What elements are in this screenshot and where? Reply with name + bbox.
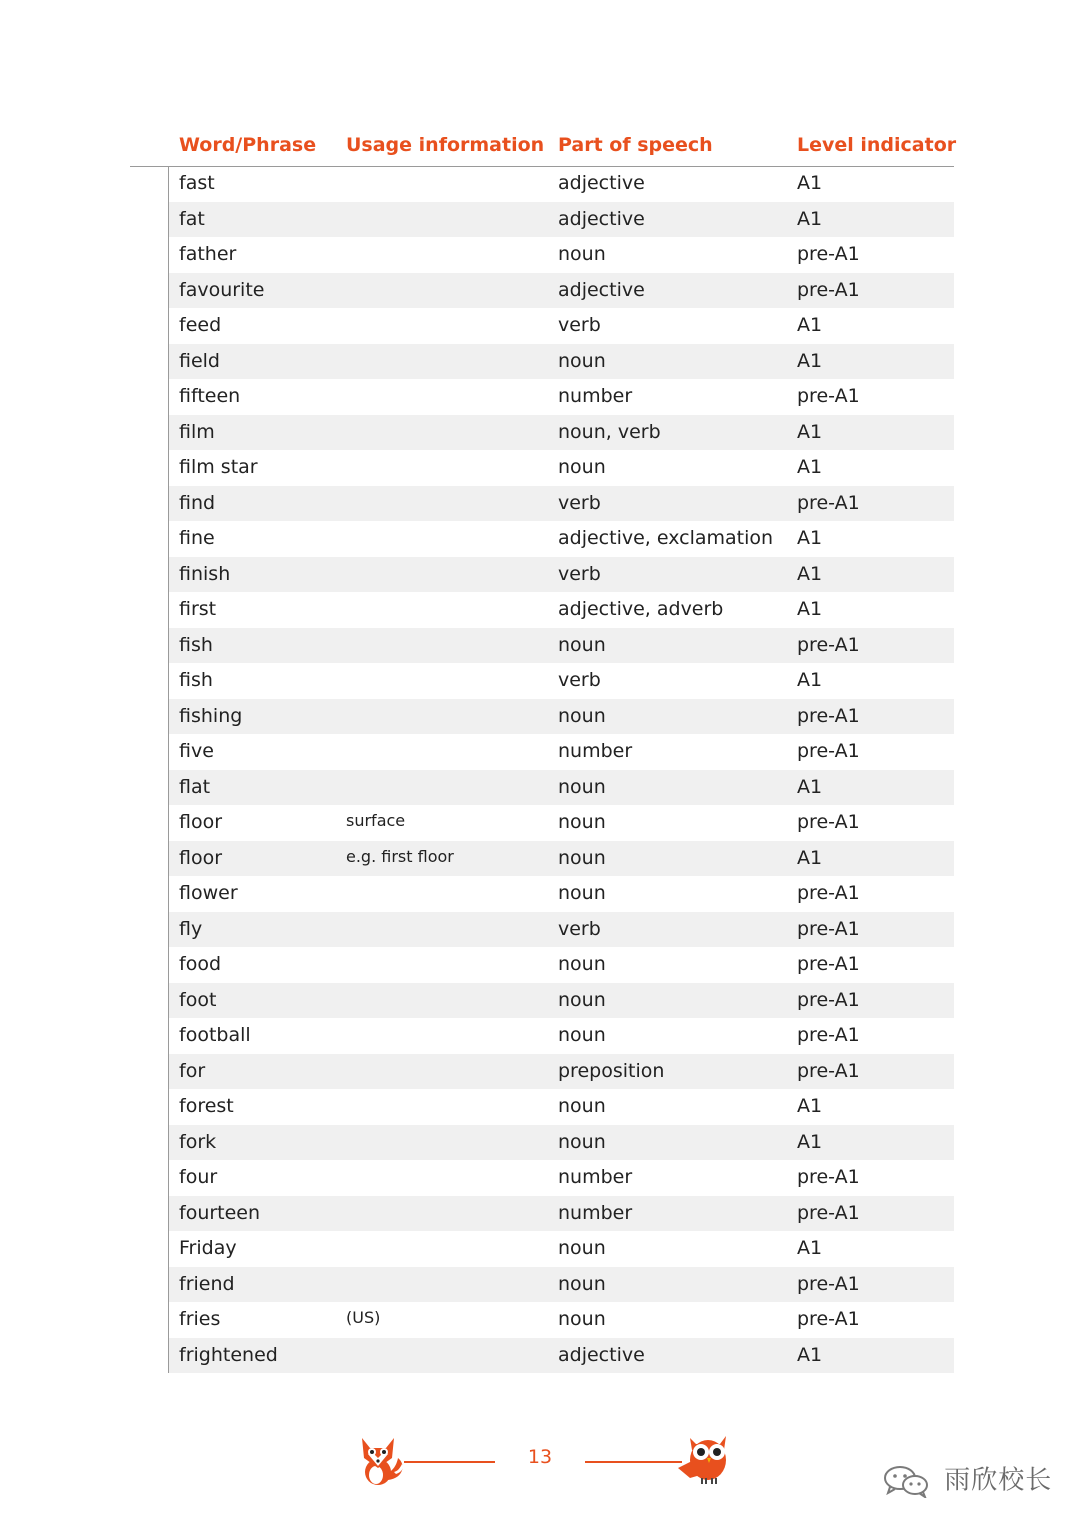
level-cell: A1 — [797, 349, 823, 372]
table-row — [169, 166, 954, 202]
word-cell: fish — [179, 669, 213, 691]
word-cell: feed — [179, 314, 222, 336]
word-cell: film — [179, 420, 215, 443]
word-cell: Friday — [179, 1237, 237, 1259]
level-cell: pre-A1 — [797, 988, 860, 1011]
part-of-speech-cell: noun — [558, 456, 606, 478]
word-cell: flower — [179, 882, 238, 904]
part-of-speech-cell: adjective — [558, 278, 645, 301]
part-of-speech-cell: preposition — [558, 1059, 665, 1082]
word-cell: for — [179, 1059, 206, 1082]
word-cell: favourite — [179, 278, 265, 301]
table-row — [169, 1302, 954, 1338]
table-row — [169, 202, 954, 238]
table-row — [169, 1054, 954, 1090]
part-of-speech-cell: noun — [558, 846, 606, 869]
part-of-speech-cell: noun — [558, 811, 606, 833]
table-row — [169, 912, 954, 948]
usage-cell: e.g. first floor — [346, 846, 454, 866]
word-cell: floor — [179, 846, 223, 869]
word-cell: fine — [179, 527, 215, 549]
word-cell: fly — [179, 917, 203, 940]
word-cell: fish — [179, 633, 213, 656]
part-of-speech-cell: noun, verb — [558, 420, 661, 443]
word-cell: fourteen — [179, 1201, 261, 1224]
part-of-speech-cell: noun — [558, 775, 606, 798]
word-cell: four — [179, 1166, 218, 1188]
part-of-speech-cell: verb — [558, 917, 601, 940]
word-cell: fork — [179, 1130, 217, 1153]
word-cell: five — [179, 740, 214, 762]
level-cell: A1 — [797, 420, 823, 443]
word-cell: fast — [179, 172, 215, 194]
table-row — [169, 663, 954, 699]
level-cell: A1 — [797, 562, 823, 585]
vocabulary-table-body — [169, 166, 954, 1373]
table-row — [169, 947, 954, 983]
table-row — [169, 557, 954, 593]
part-of-speech-cell: adjective — [558, 1343, 645, 1366]
header-level-indicator: Level indicator — [797, 134, 957, 156]
word-cell: fifteen — [179, 385, 241, 407]
word-cell: forest — [179, 1095, 234, 1117]
usage-cell: (US) — [346, 1308, 381, 1327]
level-cell: A1 — [797, 598, 823, 620]
wechat-icon — [882, 1464, 930, 1498]
part-of-speech-cell: number — [558, 385, 633, 407]
word-cell: football — [179, 1024, 251, 1046]
word-cell: fishing — [179, 704, 243, 727]
word-cell: friend — [179, 1272, 235, 1295]
part-of-speech-cell: noun — [558, 349, 606, 372]
table-row — [169, 841, 954, 877]
part-of-speech-cell: noun — [558, 1024, 606, 1046]
part-of-speech-cell: verb — [558, 314, 601, 336]
table-row — [169, 415, 954, 451]
table-row — [169, 1196, 954, 1232]
table-row — [169, 1267, 954, 1303]
level-cell: pre-A1 — [797, 1201, 860, 1224]
level-cell: pre-A1 — [797, 385, 860, 407]
level-cell: A1 — [797, 846, 823, 869]
level-cell: A1 — [797, 1343, 823, 1366]
table-row — [169, 734, 954, 770]
word-cell: finish — [179, 562, 231, 585]
level-cell: A1 — [797, 775, 823, 798]
word-cell: first — [179, 598, 217, 620]
table-row — [169, 805, 954, 841]
part-of-speech-cell: noun — [558, 1237, 606, 1259]
level-cell: pre-A1 — [797, 1308, 860, 1330]
level-cell: A1 — [797, 456, 823, 478]
word-cell: flat — [179, 775, 211, 798]
level-cell: A1 — [797, 1095, 823, 1117]
part-of-speech-cell: adjective — [558, 172, 645, 194]
part-of-speech-cell: number — [558, 740, 633, 762]
level-cell: pre-A1 — [797, 1272, 860, 1295]
table-row — [169, 770, 954, 806]
table-row — [169, 1338, 954, 1374]
table-row — [169, 876, 954, 912]
table-row — [169, 628, 954, 664]
table-row — [169, 273, 954, 309]
word-cell: field — [179, 349, 220, 372]
table-row — [169, 308, 954, 344]
table-row — [169, 1125, 954, 1161]
table-row — [169, 983, 954, 1019]
watermark — [882, 1460, 1052, 1500]
level-cell: pre-A1 — [797, 1059, 860, 1082]
part-of-speech-cell: adjective, adverb — [558, 598, 724, 620]
level-cell: pre-A1 — [797, 491, 860, 514]
table-row — [169, 237, 954, 273]
part-of-speech-cell: number — [558, 1201, 633, 1224]
word-cell: fat — [179, 207, 205, 230]
table-row — [169, 592, 954, 628]
word-cell: foot — [179, 988, 217, 1011]
level-cell: pre-A1 — [797, 917, 860, 940]
word-cell: frightened — [179, 1343, 278, 1366]
part-of-speech-cell: noun — [558, 1308, 606, 1330]
footer-rule-right — [585, 1461, 682, 1463]
watermark-text: 雨欣校长 — [944, 1465, 1053, 1496]
owl-icon — [674, 1428, 730, 1486]
part-of-speech-cell: noun — [558, 704, 606, 727]
part-of-speech-cell: verb — [558, 562, 601, 585]
part-of-speech-cell: noun — [558, 882, 606, 904]
level-cell: pre-A1 — [797, 882, 860, 904]
part-of-speech-cell: noun — [558, 1272, 606, 1295]
part-of-speech-cell: noun — [558, 243, 606, 265]
level-cell: pre-A1 — [797, 811, 860, 833]
level-cell: pre-A1 — [797, 1024, 860, 1046]
level-cell: pre-A1 — [797, 953, 860, 975]
level-cell: A1 — [797, 669, 823, 691]
table-row — [169, 344, 954, 380]
word-cell: father — [179, 243, 237, 265]
level-cell: pre-A1 — [797, 633, 860, 656]
word-cell: find — [179, 491, 216, 514]
part-of-speech-cell: noun — [558, 1130, 606, 1153]
part-of-speech-cell: verb — [558, 491, 601, 514]
level-cell: A1 — [797, 527, 823, 549]
level-cell: A1 — [797, 314, 823, 336]
table-row — [169, 450, 954, 486]
level-cell: pre-A1 — [797, 1166, 860, 1188]
level-cell: A1 — [797, 172, 823, 194]
level-cell: A1 — [797, 207, 823, 230]
level-cell: A1 — [797, 1130, 823, 1153]
header-word-phrase: Word/Phrase — [179, 134, 317, 156]
table-row — [169, 1160, 954, 1196]
table-row — [169, 1018, 954, 1054]
header-part-of-speech: Part of speech — [558, 134, 713, 156]
word-cell: fries — [179, 1308, 221, 1330]
table-row — [169, 1089, 954, 1125]
part-of-speech-cell: adjective — [558, 207, 645, 230]
level-cell: A1 — [797, 1237, 823, 1259]
level-cell: pre-A1 — [797, 278, 860, 301]
part-of-speech-cell: noun — [558, 1095, 606, 1117]
level-cell: pre-A1 — [797, 704, 860, 727]
table-row — [169, 699, 954, 735]
table-row — [169, 379, 954, 415]
table-row — [169, 1231, 954, 1267]
page-number: 13 — [527, 1446, 553, 1468]
table-header — [130, 128, 957, 167]
part-of-speech-cell: number — [558, 1166, 633, 1188]
part-of-speech-cell: verb — [558, 669, 601, 691]
table-row — [169, 521, 954, 557]
table-row — [169, 486, 954, 522]
word-cell: film star — [179, 456, 258, 478]
part-of-speech-cell: noun — [558, 988, 606, 1011]
part-of-speech-cell: adjective, exclamation — [558, 527, 774, 549]
fox-icon — [358, 1428, 408, 1488]
header-usage-information: Usage information — [346, 134, 545, 156]
word-cell: food — [179, 953, 221, 975]
level-cell: pre-A1 — [797, 243, 860, 265]
usage-cell: surface — [346, 811, 406, 830]
footer-rule-left — [404, 1461, 495, 1463]
word-cell: floor — [179, 811, 223, 833]
part-of-speech-cell: noun — [558, 953, 606, 975]
part-of-speech-cell: noun — [558, 633, 606, 656]
level-cell: pre-A1 — [797, 740, 860, 762]
